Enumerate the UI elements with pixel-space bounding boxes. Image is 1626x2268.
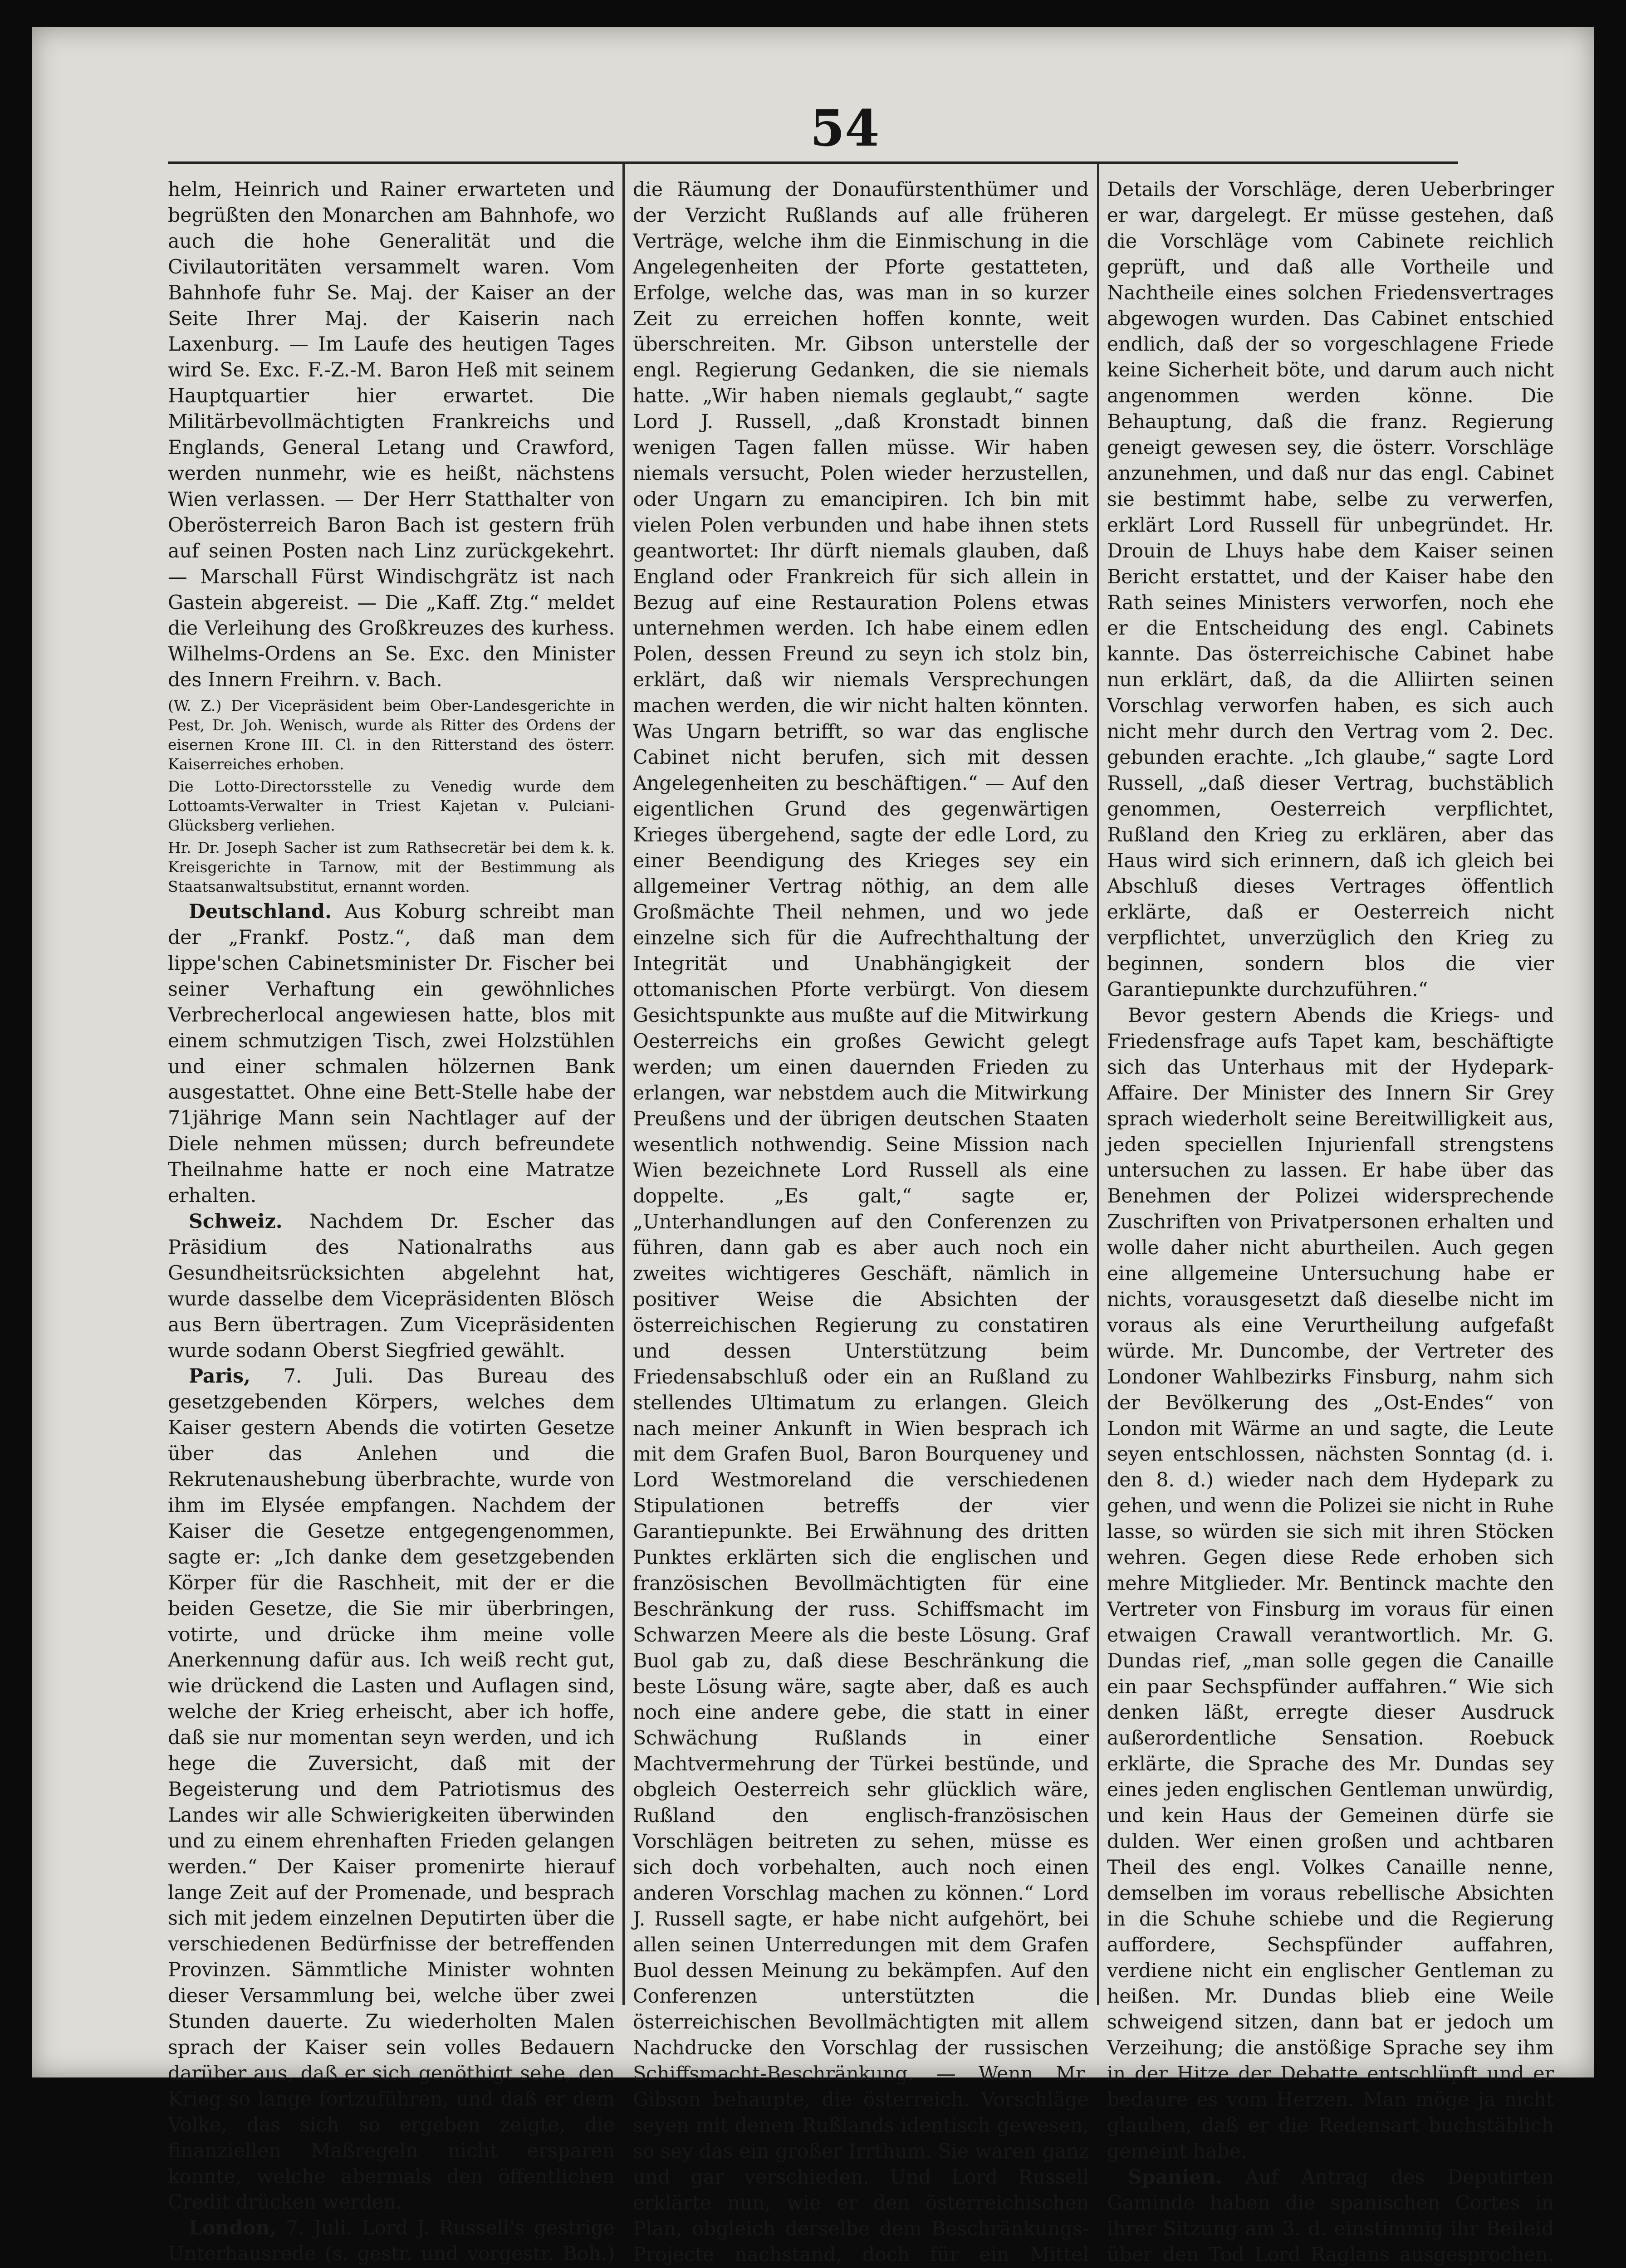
article-paragraph — [168, 1364, 615, 2215]
paragraph-text: Bevor gestern Abends die Kriegs- und Friedensfrage aufs Tapet kam, beschäftigte sich das Unterhaus mit der Hydepark-Affaire. Der Minister des Innern Sir Grey sprach wiederholt seine Bereitwilligkeit aus, jeden speciellen Injurienfall strengstens untersuchen zu lassen. Er habe über das Benehmen der Polizei widersprechende Zuschriften von Privatpersonen erhalten und wolle daher nicht aburtheilen. Auch gegen eine allgemeine Untersuchung habe er nichts, vorausgesetzt daß dieselbe nicht im voraus als eine Verurtheilung aufgefaßt würde. Mr. Duncombe, der Vertreter des Londoner Wahlbezirks Finsburg, nahm sich der Bevölkerung des „Ost-Endes“ von London mit Wärme an und sagte, die Leute seyen entschlossen, nächsten Sonntag (d. i. den 8. d.) wieder nach dem Hydepark zu gehen, und wenn die Polizei sie nicht in Ruhe lasse, so würden sie sich mit ihren Stöcken wehren. Gegen diese Rede erhoben sich mehre Mitglieder. Mr. Bentinck machte den Vertreter von Finsburg im voraus für einen etwaigen Crawall verantwortlich. Mr. G. Dundas rief, „man solle gegen die Canaille ein paar Sechspfünder auffahren.“ Wie sich denken läßt, erregte dieser Ausdruck außerordentliche Sensation. Roebuck erklärte, die Sprache des Mr. Dundas sey eines jeden englischen Gentleman unwürdig, und kein Haus der Gemeinen dürfe sie dulden. Wer einen großen und achtbaren Theil des engl. Volkes Canaille nenne, demselben im voraus rebellische Absichten in die Schuhe schiebe und die Regierung auffordere, Sechspfünder auffahren, verdiene nicht ein englischer Gentleman zu heißen. Mr. Dundas blieb eine Weile schweigend sitzen, dann bat er jedoch um Verzeihung; die anstößige Sprache sey ihm in der Hitze der Debatte entschlüpft und er bedaure es vom Herzen. Man möge ja nicht glauben, daß er die Redensart buchstäblich gemeint habe. — [1107, 1004, 1554, 2163]
newspaper-page — [32, 27, 1594, 2266]
text-column-2 — [633, 177, 1089, 2266]
paragraph-text: die Räumung der Donaufürstenthümer und der Verzicht Rußlands auf alle früheren Verträge, welche ihm die Einmischung in die Angelegenheiten der Pforte gestatteten, Erfolge, welche das, was man in so kurzer Zeit zu erreichen hoffen konnte, weit überschreiten. Mr. Gibson unterstelle der engl. Regierung Gedanken, die sie niemals hatte. „Wir haben niemals geglaubt,“ sagte Lord J. Russell, „daß Kronstadt binnen wenigen Tagen fallen müsse. Wir haben niemals versucht, Polen wieder herzustellen, oder Ungarn zu emancipiren. Ich bin mit vielen Polen verbunden und habe ihnen stets geantwortet: Ihr dürft niemals glauben, daß England oder Frankreich für sich allein in Bezug auf eine Restauration Polens etwas unternehmen werden. Ich habe einem edlen Polen, dessen Freund zu seyn ich stolz bin, erklärt, daß wir niemals Versprechungen machen werden, die wir nicht halten könnten. Was Ungarn betrifft, so war das englische Cabinet nicht berufen, sich mit dessen Angelegenheiten zu beschäftigen.“ — Auf den eigentlichen Grund des gegenwärtigen Krieges übergehend, sagte der edle Lord, zu einer Beendigung des Krieges sey ein allgemeiner Vertrag nöthig, an dem alle Großmächte Theil nehmen, und wo jede einzelne sich für die Aufrechthaltung der Integrität und Unabhängigkeit der ottomanischen Pforte verbürgt. Von diesem Gesichtspunkte aus mußte auf die Mitwirkung Oesterreichs ein großes Gewicht gelegt werden; um einen dauernden Frieden zu erlangen, war nebstdem auch die Mitwirkung Preußens und der übrigen deutschen Staaten wesentlich nothwendig. Seine Mission nach Wien bezeichnete Lord Russell als eine doppelte. „Es galt,“ sagte er, „Unterhandlungen auf den Conferenzen zu führen, dann gab es aber auch noch ein zweites wichtigeres Geschäft, nämlich in positiver Weise die Absichten der österreichischen Regierung zu constatiren und dessen Unterstützung beim Friedensabschluß oder ein an Rußland zu stellendes Ultimatum zu erlangen. Gleich nach meiner Ankunft in Wien besprach ich mit dem Grafen Buol, Baron Bourqueney und Lord Westmoreland die verschiedenen Stipulationen betreffs der vier Garantiepunkte. Bei Erwähnung des dritten Punktes erklärten sich die englischen und französischen Bevollmächtigten für eine Beschränkung der russ. Schiffsmacht im Schwarzen Meere als die beste Lösung. Graf Buol gab zu, daß diese Beschränkung die beste Lösung wäre, sagte aber, daß es auch noch eine andere gebe, die statt in einer Schwächung Rußlands in einer Machtvermehrung der Türkei bestünde, und obgleich Oesterreich sehr glücklich wäre, Rußland den englisch-französischen Vorschlägen beitreten zu sehen, müsse es sich doch vorbehalten, auch noch einen anderen Vorschlag machen zu können.“ Lord J. Russell sagte, er habe nicht aufgehört, bei allen seinen Unterredungen mit dem Grafen Buol dessen Meinung zu bekämpfen. Auf den Conferenzen unterstützten die österreichischen Bevollmächtigten mit allem Nachdrucke den Vorschlag der russischen Schiffsmacht-Beschränkung. — Wenn Mr. Gibson behaupte, die österreich. Vorschläge seyen mit denen Rußlands identisch gewesen, so sey das ein großer Irrthum. Sie waren ganz und gar verschieden. Und Lord Russell erklärte nun, wie er den österreichischen Plan, obgleich derselbe dem Beschränkungs-Projecte nachstand, doch für ein Mittel — [633, 178, 1089, 2266]
paragraph-text: Auf Antrag des Deputirten Gaminde haben die spanischen Cortes in ihrer Sitzung am 3. d. einstimmig ihr Beileid über den Tod Lord Raglans ausgesprochen. — [1107, 2165, 1554, 2266]
paragraph-text: (W. Z.) Der Vicepräsident beim Ober-Landesgerichte in Pest, Dr. Joh. Wenisch, wurde als Ritter des Ordens der eisernen Krone III. Cl. in den Ritterstand des österr. Kaiserreiches erhoben. — [168, 697, 615, 773]
article-paragraph — [1107, 2165, 1554, 2268]
article-paragraph — [633, 177, 1089, 2268]
paragraph-text: Die Lotto-Directorsstelle zu Venedig wurde dem Lottoamts-Verwalter in Triest Kajetan v. Pulciani-Glücksberg verliehen. — [168, 777, 615, 835]
notice-paragraph — [168, 696, 615, 774]
article-paragraph — [168, 2215, 615, 2268]
paragraph-text: Aus Koburg schreibt man der „Frankf. Postz.“, daß man dem lippe'schen Cabinetsminister Dr. Fischer bei seiner Verhaftung ein gewöhnliches Verbrecherlocal angewiesen hatte, blos mit einem schmutzigen Tisch, zwei Holzstühlen und einer schmalen hölzernen Bank ausgestattet. Ohne eine Bett-Stelle habe der 71jährige Mann sein Nachtlager auf der Diele nehmen müssen; durch befreundete Theilnahme hatte er noch eine Matratze erhalten. — [168, 900, 615, 1207]
column-divider — [622, 163, 625, 2005]
section-heading: Schweiz. — [189, 1210, 283, 1233]
article-paragraph — [1107, 177, 1554, 1003]
section-heading: Spanien. — [1128, 2165, 1223, 2189]
column-divider — [1097, 163, 1099, 2005]
text-column-3 — [1107, 177, 1554, 2266]
paragraph-text: Hr. Dr. Joseph Sacher ist zum Rathsecretär bei dem k. k. Kreisgerichte in Tarnow, mit der Bestimmung als Staatsanwaltsubstitut, ernannt worden. — [168, 839, 615, 896]
section-heading: Paris, — [189, 1365, 250, 1388]
article-paragraph — [168, 899, 615, 1209]
paragraph-text: 7. Juli. Das Bureau des gesetzgebenden Körpers, welches dem Kaiser gestern Abends die votirten Gesetze über das Anlehen und die Rekrutenaushebung überbrachte, wurde von ihm im Elysée empfangen. Nachdem der Kaiser die Gesetze entgegengenommen, sagte er: „Ich danke dem gesetzgebenden Körper für die Raschheit, mit der er die beiden Gesetze, die Sie mir überbringen, votirte, und drücke ihm meine volle Anerkennung dafür aus. Ich weiß recht gut, wie drückend die Lasten und Auflagen sind, welche der Krieg erheischt, aber ich hoffe, daß sie nur momentan seyn werden, und ich hege die Zuversicht, daß mit der Begeisterung und dem Patriotismus des Landes wir alle Schwierigkeiten überwinden und zu einem ehrenhaften Frieden gelangen werden.“ Der Kaiser promenirte hierauf lange Zeit auf der Promenade, und besprach sich mit jedem einzelnen Deputirten über die verschiedenen Bedürfnisse der betreffenden Provinzen. Sämmtliche Minister wohnten dieser Versammlung bei, welche über zwei Stunden dauerte. Zu wiederholten Malen sprach der Kaiser sein volles Bedauern darüber aus, daß er sich genöthigt sehe, den Krieg so lange fortzuführen, und daß er dem Volke, das sich so ergeben zeigte, die finanziellen Maßregeln nicht ersparen konnte, welche abermals den öffentlichen Credit drücken werden. — [168, 1365, 615, 2214]
notice-paragraph — [168, 838, 615, 896]
paragraph-text: 7. Juli. Lord J. Russell's gestrige Unterhausrede (s. gestr. und vorgestr. Boh.) — [168, 2217, 615, 2266]
paragraph-text: Nachdem Dr. Escher das Präsidium des Nationalraths aus Gesundheitsrücksichten abgelehnt hat, wurde dasselbe dem Vicepräsidenten Blösch aus Bern übertragen. Zum Vicepräsidenten wurde sodann Oberst Siegfried gewählt. — [168, 1210, 615, 1362]
section-heading: London, — [189, 2217, 277, 2240]
article-paragraph — [1107, 1003, 1554, 2165]
page-number: 54 — [810, 99, 880, 157]
paragraph-text: helm, Heinrich und Rainer erwarteten und begrüßten den Monarchen am Bahnhofe, wo auch die hohe Generalität und die Civilautoritäten versammelt waren. Vom Bahnhofe fuhr Se. Maj. der Kaiser an der Seite Ihrer Maj. der Kaiserin nach Laxenburg. — Im Laufe des heutigen Tages wird Se. Exc. F.-Z.-M. Baron Heß mit seinem Hauptquartier hier erwartet. Die Militärbevollmächtigten Frankreichs und Englands, General Letang und Crawford, werden nunmehr, wie es heißt, nächstens Wien verlassen. — Der Herr Statthalter von Oberösterreich Baron Bach ist gestern früh auf seinen Posten nach Linz zurückgekehrt. — Marschall Fürst Windischgrätz ist nach Gastein abgereist. — Die „Kaff. Ztg.“ meldet die Verleihung des Großkreuzes des kurhess. Wilhelms-Ordens an Se. Exc. den Minister des Innern Freihrn. v. Bach. — [168, 178, 615, 692]
notice-paragraph — [168, 777, 615, 835]
article-paragraph — [168, 177, 615, 693]
paragraph-text: Details der Vorschläge, deren Ueberbringer er war, dargelegt. Er müsse gestehen, daß die Vorschläge vom Cabinete reichlich geprüft, und daß alle Vortheile und Nachtheile eines solchen Friedensvertrages abgewogen wurden. Das Cabinet entschied endlich, daß der so vorgeschlagene Friede keine Sicherheit böte, und darum auch nicht angenommen werden könne. Die Behauptung, daß die franz. Regierung geneigt gewesen sey, die österr. Vorschläge anzunehmen, und daß nur das engl. Cabinet sie bestimmt habe, selbe zu verwerfen, erklärt Lord Russell für unbegründet. Hr. Drouin de Lhuys habe dem Kaiser seinen Bericht erstattet, und der Kaiser habe den Rath seines Ministers verworfen, noch ehe er die Entscheidung des engl. Cabinets kannte. Das österreichische Cabinet habe nun erklärt, daß, da die Alliirten seinen Vorschlag verworfen haben, es sich auch nicht mehr durch den Vertrag vom 2. Dec. gebunden erachte. „Ich glaube,“ sagte Lord Russell, „daß dieser Vertrag, buchstäblich genommen, Oesterreich verpflichtet, Rußland den Krieg zu erklären, aber das Haus wird sich erinnern, daß ich gleich bei Abschluß dieses Vertrages öffentlich erklärte, daß er Oesterreich nicht verpflichtet, unverzüglich den Krieg zu beginnen, sondern blos die vier Garantiepunkte durchzuführen.“ — [1107, 178, 1554, 1002]
header-rule — [168, 161, 1458, 164]
text-column-1 — [168, 177, 615, 2266]
article-paragraph — [168, 1209, 615, 1364]
section-heading: Deutschland. — [189, 900, 332, 924]
